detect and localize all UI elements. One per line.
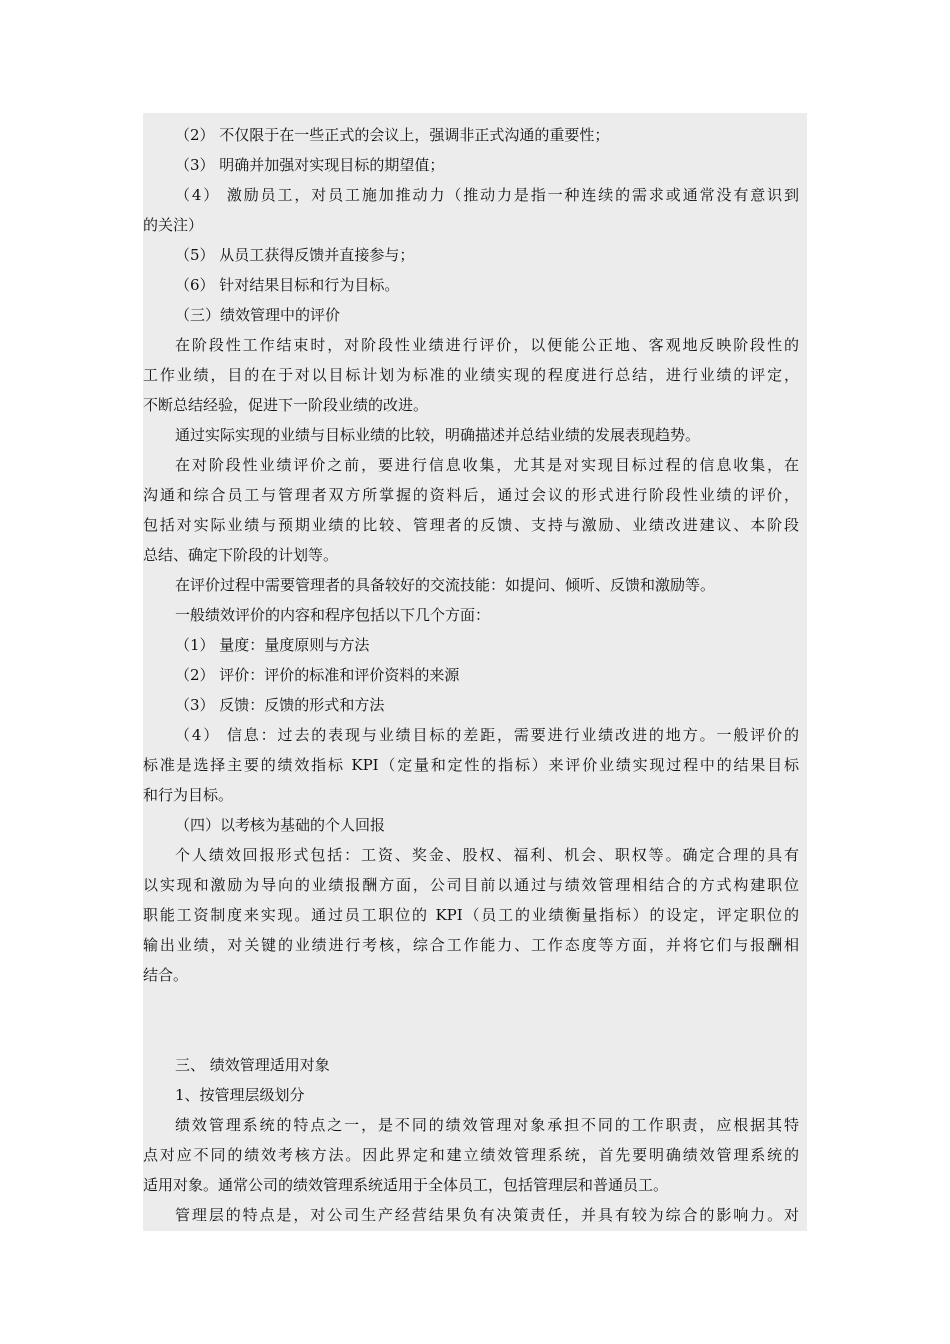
text-line: 和行为目标。 — [143, 786, 234, 804]
text-line: （2） 评价：评价的标准和评价资料的来源 — [175, 666, 460, 684]
document-body — [143, 120, 799, 1230]
text-line: 标准是选择主要的绩效指标 KPI（定量和定性的指标）来评价业绩实现过程中的结果目标 — [143, 756, 799, 774]
text-line: 输出业绩，对关键的业绩进行考核，综合工作能力、工作态度等方面，并将它们与报酬相 — [143, 936, 799, 954]
text-line: 通过实际实现的业绩与目标业绩的比较，明确描述并总结业绩的发展表现趋势。 — [175, 426, 701, 444]
paragraph-group-applicable-objects — [143, 1110, 799, 1230]
text-line: 一般绩效评价的内容和程序包括以下几个方面： — [175, 606, 491, 624]
text-line: （三）绩效管理中的评价 — [175, 306, 341, 324]
text-line: 点对应不同的绩效考核方法。因此界定和建立绩效管理系统，首先要明确绩效管理系统的 — [143, 1146, 799, 1164]
text-line: 适用对象。通常公司的绩效管理系统适用于全体员工，包括管理层和普通员工。 — [143, 1176, 669, 1194]
text-line: 在阶段性工作结束时，对阶段性业绩进行评价，以便能公正地、客观地反映阶段性的 — [175, 336, 799, 354]
text-line: 职能工资制度来实现。通过员工职位的 KPI（员工的业绩衡量指标）的设定，评定职位的 — [143, 906, 799, 924]
text-line: 包括对实际业绩与预期业绩的比较、管理者的反馈、支持与激励、业绩改进建议、本阶段 — [143, 516, 799, 534]
text-line: 绩效管理系统的特点之一，是不同的绩效管理对象承担不同的工作职责，应根据其特 — [175, 1116, 799, 1134]
text-line: （1） 量度：量度原则与方法 — [175, 636, 370, 654]
text-line: 个人绩效回报形式包括：工资、奖金、股权、福利、机会、职权等。确定合理的具有 — [175, 846, 799, 864]
text-line: （2） 不仅限于在一些正式的会议上，强调非正式沟通的重要性； — [175, 126, 610, 144]
section-heading: 三、 绩效管理适用对象 — [175, 1056, 330, 1074]
text-line: 结合。 — [143, 966, 189, 984]
text-line: （3） 反馈：反馈的形式和方法 — [175, 696, 385, 714]
text-line: 的关注） — [143, 216, 204, 234]
text-line: （5） 从员工获得反馈并直接参与； — [175, 246, 415, 264]
paragraph-group-evaluation — [143, 120, 799, 990]
text-line: 在对阶段性业绩评价之前，要进行信息收集，尤其是对实现目标过程的信息收集，在 — [175, 456, 799, 474]
section-spacer — [143, 990, 799, 1050]
text-line: （6） 针对结果目标和行为目标。 — [175, 276, 400, 294]
text-line: 在评价过程中需要管理者的具备较好的交流技能：如提问、倾听、反馈和激励等。 — [175, 576, 716, 594]
text-line: （3） 明确并加强对实现目标的期望值； — [175, 156, 445, 174]
text-line: 管理层的特点是，对公司生产经营结果负有决策责任，并具有较为综合的影响力。对 — [175, 1206, 799, 1224]
text-line: （4） 信息：过去的表现与业绩目标的差距，需要进行业绩改进的地方。一般评价的 — [175, 726, 799, 744]
text-line: 工作业绩，目的在于对以目标计划为标准的业绩实现的程度进行总结，进行业绩的评定， — [143, 366, 799, 384]
text-line: 总结、确定下阶段的计划等。 — [143, 546, 339, 564]
text-line: 不断总结经验，促进下一阶段业绩的改进。 — [143, 396, 429, 414]
text-line: 以实现和激励为导向的业绩报酬方面，公司目前以通过与绩效管理相结合的方式构建职位 — [143, 876, 799, 894]
text-line: （4） 激励员工，对员工施加推动力（推动力是指一种连续的需求或通常没有意识到 — [175, 186, 799, 204]
text-line: （四）以考核为基础的个人回报 — [175, 816, 386, 834]
text-line: 沟通和综合员工与管理者双方所掌握的资料后，通过会议的形式进行阶段性业绩的评价， — [143, 486, 799, 504]
section-subheading: 1、按管理层级划分 — [175, 1086, 305, 1104]
